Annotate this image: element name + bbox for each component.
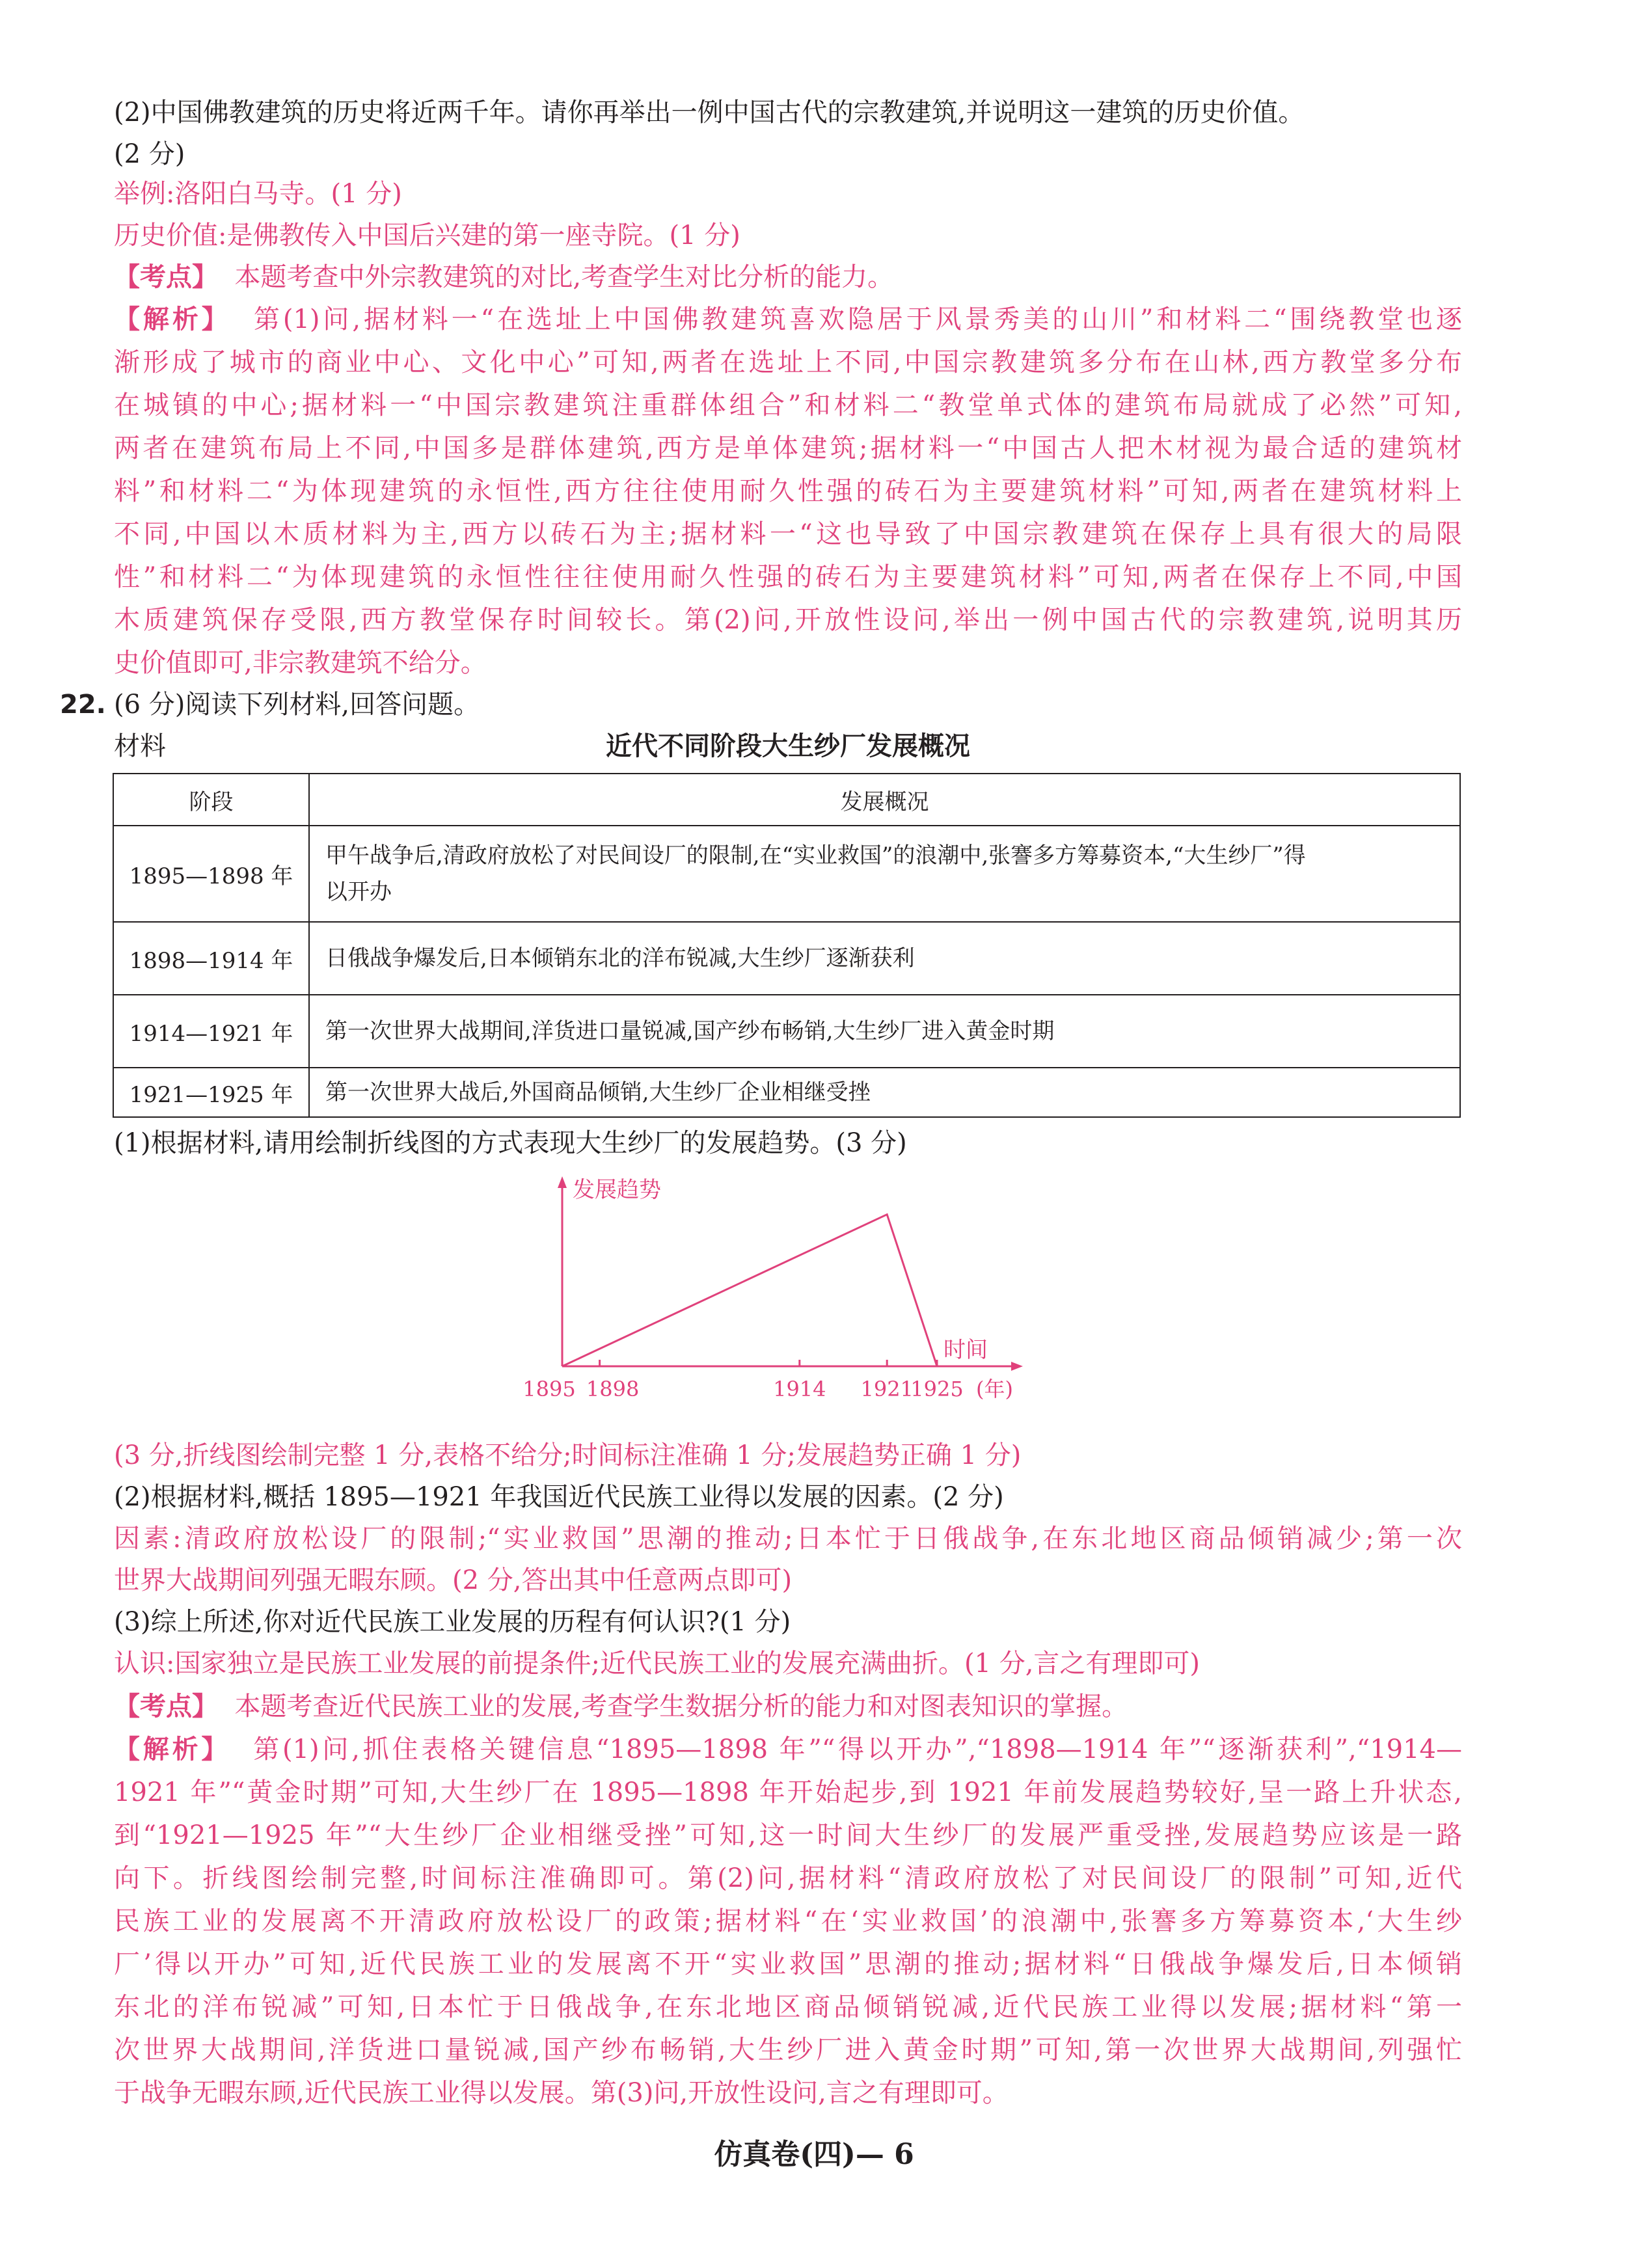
q22-jiexi-line: 【解析】 第(1)问,抓住表格关键信息“1895—1898 年”“得以开办”,“1898—1914 年”“逐渐获利”,“1914— [114,1734,1463,1764]
x-tick-label: 1898 [586,1377,640,1401]
trend-line-chart [521,1158,1041,1418]
table-row [113,995,1460,1068]
q22-part3-answer: 认识:国家独立是民族工业发展的前提条件;近代民族工业的发展充满曲折。(1 分,言之有理即可) [114,1649,1201,1679]
table-row [113,1068,1460,1117]
table-header-row [113,774,1460,826]
table-cell-period: 1914—1921 年 [113,995,309,1068]
q21-jiexi-line: 不同,中国以木质材料为主,西方以砖石为主;据材料一“这也导致了中国宗教建筑在保存上具有很大的局限 [114,519,1462,549]
q22-jiexi-line: 于战争无暇东顾,近代民族工业得以发展。第(3)问,开放性设问,言之有理即可。 [114,2078,1009,2108]
question-number: 22. [60,690,106,720]
table-row [113,826,1460,922]
q22-part1-scoring: (3 分,折线图绘制完整 1 分,表格不给分;时间标注准确 1 分;发展趋势正确 1 分) [114,1440,1022,1470]
q21-jiexi-line: 史价值即可,非宗教建筑不给分。 [114,648,487,678]
q21-jiexi-line: 木质建筑保存受限,西方教堂保存时间较长。第(2)问,开放性设问,举出一例中国古代的宗教建筑,说明其历 [114,605,1462,635]
q22-jiexi-line: 1921 年”“黄金时期”可知,大生纱厂在 1895—1898 年开始起步,到 1921 年前发展趋势较好,呈一路上升状态, [114,1777,1462,1807]
table-cell-period: 1895—1898 年 [113,826,309,922]
table-cell-desc: 甲午战争后,清政府放松了对民间设厂的限制,在“实业救国”的浪潮中,张謇多方筹募资本,“大生纱厂”得 以开办 [309,826,1460,922]
x-tick-label: 1914 [773,1377,826,1401]
q21-answer-example: 举例:洛阳白马寺。(1 分) [114,179,402,209]
q22-jiexi-line: 向下。折线图绘制完整,时间标注准确即可。第(2)问,据材料“清政府放松了对民间设厂的限制”可知,近代 [114,1863,1462,1893]
q21-part2-question-line2: (2 分) [114,139,185,169]
table-cell-period: 1921—1925 年 [113,1068,309,1117]
table-cell-desc: 第一次世界大战期间,洋货进口量锐减,国产纱布畅销,大生纱厂进入黄金时期 [309,995,1460,1068]
jiexi-tag: 【解析】 [114,304,231,334]
y-axis-arrow-icon [558,1176,567,1188]
q21-jiexi-line: 【解析】 第(1)问,据材料一“在选址上中国佛教建筑喜欢隐居于风景秀美的山川”和材料二“围绕教堂也逐 [114,304,1462,334]
q22-jiexi-line: 到“1921—1925 年”“大生纱厂企业相继受挫”可知,这一时间大生纱厂的发展严重受挫,发展趋势应该是一路 [114,1820,1462,1850]
x-tick-label: 1925 [910,1377,964,1401]
q21-part2-question-line1: (2)中国佛教建筑的历史将近两千年。请你再举出一例中国古代的宗教建筑,并说明这一建筑的历史价值。 [114,98,1305,128]
x-axis-arrow-icon [1011,1362,1023,1371]
table-cell-desc: 第一次世界大战后,外国商品倾销,大生纱厂企业相继受挫 [309,1068,1460,1117]
table-row [113,922,1460,995]
y-axis-label: 发展趋势 [573,1177,661,1203]
q21-jiexi-line: 料”和材料二“为体现建筑的永恒性,西方往往使用耐久性强的砖石为主要建筑材料”可知,两者在建筑材料上 [114,476,1462,506]
q21-jiexi-line: 性”和材料二“为体现建筑的永恒性往往使用耐久性强的砖石为主要建筑材料”可知,两者在保存上不同,中国 [114,562,1462,592]
x-unit-label: (年) [976,1377,1013,1401]
q22-part2-answer-line1: 因素:清政府放松设厂的限制;“实业救国”思潮的推动;日本忙于日俄战争,在东北地区商品倾销减少;第一次 [114,1524,1462,1554]
q22-part1-question: (1)根据材料,请用绘制折线图的方式表现大生纱厂的发展趋势。(3 分) [114,1128,907,1158]
kaodian-text: 本题考查中外宗教建筑的对比,考查学生对比分析的能力。 [234,262,894,292]
q21-kaodian [114,258,1462,297]
table-header: 阶段 [113,774,309,826]
q22-jiexi-line: 次世界大战期间,洋货进口量锐减,国产纱布畅销,大生纱厂进入黄金时期”可知,第一次世界大战期间,列强忙 [114,2035,1462,2065]
kaodian-tag: 【考点】 [114,1691,218,1721]
development-table [113,773,1461,1118]
q21-jiexi-line: 渐形成了城市的商业中心、文化中心”可知,两者在选址上不同,中国宗教建筑多分布在山林,西方教堂多分布 [114,347,1462,377]
q22-part3-question: (3)综上所述,你对近代民族工业发展的历程有何认识?(1 分) [114,1607,791,1637]
q21-jiexi-line: 在城镇的中心;据材料一“中国宗教建筑注重群体组合”和材料二“教堂单式体的建筑布局就成了必然”可知, [114,390,1462,420]
kaodian-text: 本题考查近代民族工业的发展,考查学生数据分析的能力和对图表知识的掌握。 [234,1692,1128,1721]
trend-series-line [562,1215,937,1366]
table-header: 发展概况 [309,774,1460,826]
x-axis-label: 时间 [943,1337,988,1363]
x-tick-label: 1921 [860,1377,914,1401]
q21-jiexi-line: 两者在建筑布局上不同,中国多是群体建筑,西方是单体建筑;据材料一“中国古人把木材视为最合适的建筑材 [114,433,1462,463]
table-title: 近代不同阶段大生纱厂发展概况 [606,731,970,761]
q22-jiexi-line: 民族工业的发展离不开清政府放松设厂的政策;据材料“在‘实业救国’的浪潮中,张謇多方筹募资本,‘大生纱 [114,1906,1462,1936]
q21-answer-value: 历史价值:是佛教传入中国后兴建的第一座寺院。(1 分) [114,221,740,250]
q22-part2-answer-line2: 世界大战期间列强无暇东顾。(2 分,答出其中任意两点即可) [114,1565,793,1595]
q22-intro: (6 分)阅读下列材料,回答问题。 [114,690,480,720]
jiexi-tag: 【解析】 [114,1734,231,1764]
q22-kaodian [114,1687,1462,1726]
x-tick-label: 1895 [522,1377,576,1401]
kaodian-tag: 【考点】 [114,262,218,292]
q22-jiexi-line: 东北的洋布锐减”可知,日本忙于日俄战争,在东北地区商品倾销锐减,近代民族工业得以发展;据材料“第一 [114,1992,1462,2022]
q22-jiexi-line: 厂’得以开办”可知,近代民族工业的发展离不开“实业救国”思潮的推动;据材料“日俄战争爆发后,日本倾销 [114,1949,1462,1979]
material-label: 材料 [114,731,166,761]
q22-part2-question: (2)根据材料,概括 1895—1921 年我国近代民族工业得以发展的因素。(2 分) [114,1482,1004,1512]
page-footer: 仿真卷(四)— 6 [714,2138,914,2171]
table-cell-desc: 日俄战争爆发后,日本倾销东北的洋布锐减,大生纱厂逐渐获利 [309,922,1460,995]
table-cell-period: 1898—1914 年 [113,922,309,995]
